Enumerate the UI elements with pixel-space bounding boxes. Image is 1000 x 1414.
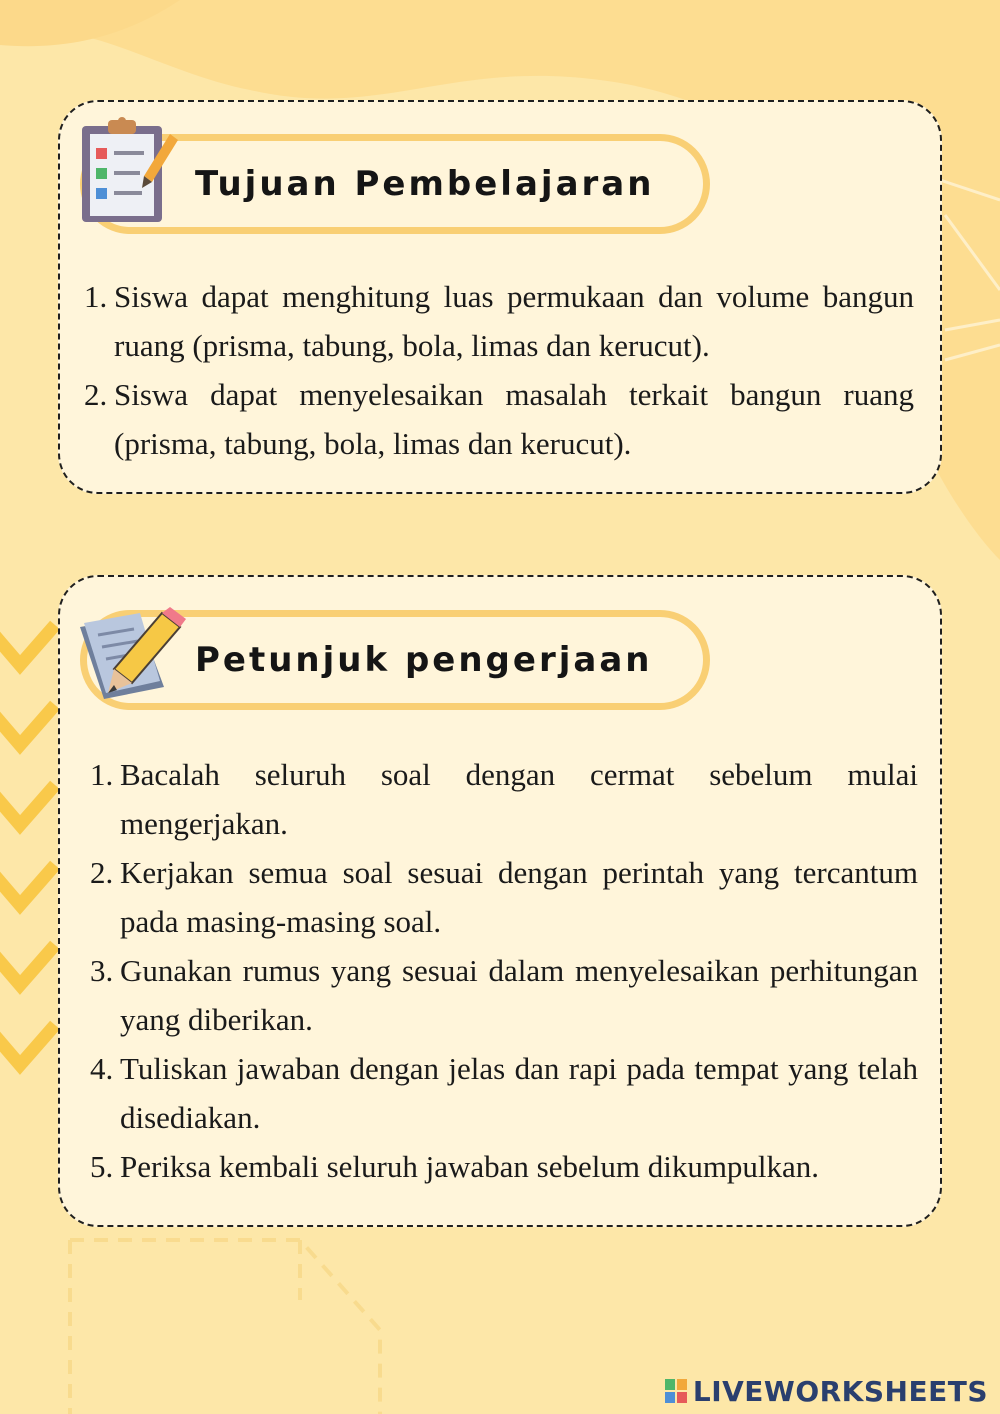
item-text: Siswa dapat menyelesaikan masalah terkait bangun ruang (prisma, tabung, bola, limas dan kerucut). [114, 377, 914, 461]
item-text: Kerjakan semua soal sesuai dengan perintah yang tercantum pada masing-masing soal. [120, 855, 918, 939]
item-number: 1. [90, 757, 114, 792]
list-item [90, 946, 918, 1044]
liveworksheets-logo-icon [665, 1379, 687, 1403]
list-item [90, 1044, 918, 1142]
instructions-card [58, 575, 942, 1227]
item-number: 4. [90, 1051, 114, 1086]
item-number: 5. [90, 1149, 114, 1184]
item-number: 1. [84, 279, 108, 314]
list-item [90, 1142, 918, 1191]
item-number: 2. [90, 855, 114, 890]
section-title: Petunjuk pengerjaan [195, 640, 653, 680]
item-text: Periksa kembali seluruh jawaban sebelum dikumpulkan. [120, 1149, 820, 1184]
list-item [90, 848, 918, 946]
paper-pencil-icon [74, 607, 189, 702]
item-text: Tuliskan jawaban dengan jelas dan rapi pada tempat yang telah disediakan. [120, 1051, 918, 1135]
section-title: Tujuan Pembelajaran [195, 164, 655, 204]
logo-text: LIVEWORKSHEETS [692, 1374, 988, 1408]
clipboard-checklist-icon [74, 112, 184, 230]
item-text: Bacalah seluruh soal dengan cermat sebelum mulai mengerjakan. [120, 757, 918, 841]
item-text: Gunakan rumus yang sesuai dalam menyelesaikan perhitungan yang diberikan. [120, 953, 918, 1037]
item-number: 3. [90, 953, 114, 988]
geometric-shape-outline-bottom [70, 1240, 380, 1414]
learning-objectives-card [58, 100, 942, 494]
objectives-list [84, 272, 914, 468]
instructions-list [90, 750, 918, 1191]
item-text: Siswa dapat menghitung luas permukaan dan volume bangun ruang (prisma, tabung, bola, limas dan kerucut). [114, 279, 914, 363]
liveworksheets-logo[interactable] [665, 1374, 988, 1408]
list-item [90, 750, 918, 848]
item-number: 2. [84, 377, 108, 412]
list-item [84, 272, 914, 370]
list-item [84, 370, 914, 468]
chevron-decoration [0, 625, 55, 1065]
